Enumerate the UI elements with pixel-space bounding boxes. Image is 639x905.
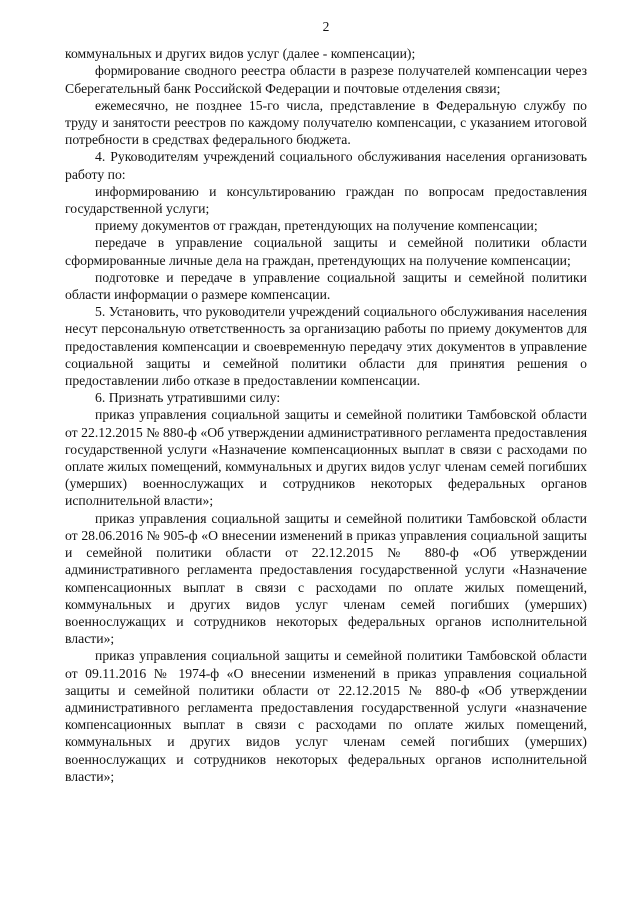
paragraph: приему документов от граждан, претендующих на получение компенсации;	[95, 218, 538, 234]
paragraph: передаче в управление социальной защиты и семейной политики области сформированные личные дела на граждан, претендующих на получение компенсации;	[65, 235, 587, 268]
paragraph: информированию и консультированию граждан по вопросам предоставления государственной услуги;	[65, 183, 587, 217]
paragraph: приказ управления социальной защиты и семейной политики Тамбовской области от 28.06.2016 № 905-ф «О внесении изменений в приказ управления социальной защиты и семейной политики области от 22.12.2015 № 880-ф «Об утверждении административного регламента предоставления государственной услуги «Назначение компенсационных выплат в связи с расходами по оплате жилых помещений, коммунальных и других видов услуг членам семей погибших (умерших) военнослужащих и сотрудников некоторых федеральных органов исполнительной власти»;	[65, 510, 587, 647]
paragraph: коммунальных и других видов услуг (далее - компенсации);	[65, 46, 416, 62]
paragraph: приказ управления социальной защиты и семейной политики Тамбовской области от 09.11.2016 № 1974-ф «О внесении изменений в приказ управления социальной защиты и семейной политики области от 22.12.2015 № 880-ф «Об утверждении административного регламента предоставления государственной услуги «назначение компенсационных выплат в связи с расходами по оплате жилых помещений, коммунальных и других видов услуг членам семей погибших (умерших) военнослужащих и сотрудников некоторых федеральных органов исполнительной власти»;	[65, 648, 587, 784]
paragraph: формирование сводного реестра области в разрезе получателей компенсации через Сберегательный банк Российской Федерации и почтовые отделения связи;	[65, 63, 587, 96]
paragraph: 4. Руководителям учреждений социального обслуживания населения организовать работу по:	[65, 149, 587, 182]
paragraph: 6. Признать утратившими силу:	[95, 390, 281, 406]
paragraph: 5. Установить, что руководители учреждений социального обслуживания населения несут персональную ответственность за организацию работы по приему документов для предоставления компенсации и своевременную передачу этих документов в управление социальной защиты и семейной политики области для принятия решения о предоставлении либо отказе в предоставлении компенсации.	[65, 304, 587, 389]
paragraph: ежемесячно, не позднее 15-го числа, представление в Федеральную службу по труду и занятости реестров по каждому получателю компенсации, с указанием итоговой потребности в средствах федерального бюджета.	[65, 97, 587, 148]
page-number: 2	[322, 19, 330, 34]
paragraph: подготовке и передаче в управление социальной защиты и семейной политики области информации о размере компенсации.	[65, 269, 587, 303]
paragraph: приказ управления социальной защиты и семейной политики Тамбовской области от 22.12.2015 № 880-ф «Об утверждении административного регламента предоставления государственной услуги «Назначение компенсационных выплат в связи с расходами по оплате жилых помещений, коммунальных и других видов услуг членам семей погибших (умерших) военнослужащих и сотрудников некоторых федеральных органов исполнительной власти»;	[65, 407, 587, 509]
